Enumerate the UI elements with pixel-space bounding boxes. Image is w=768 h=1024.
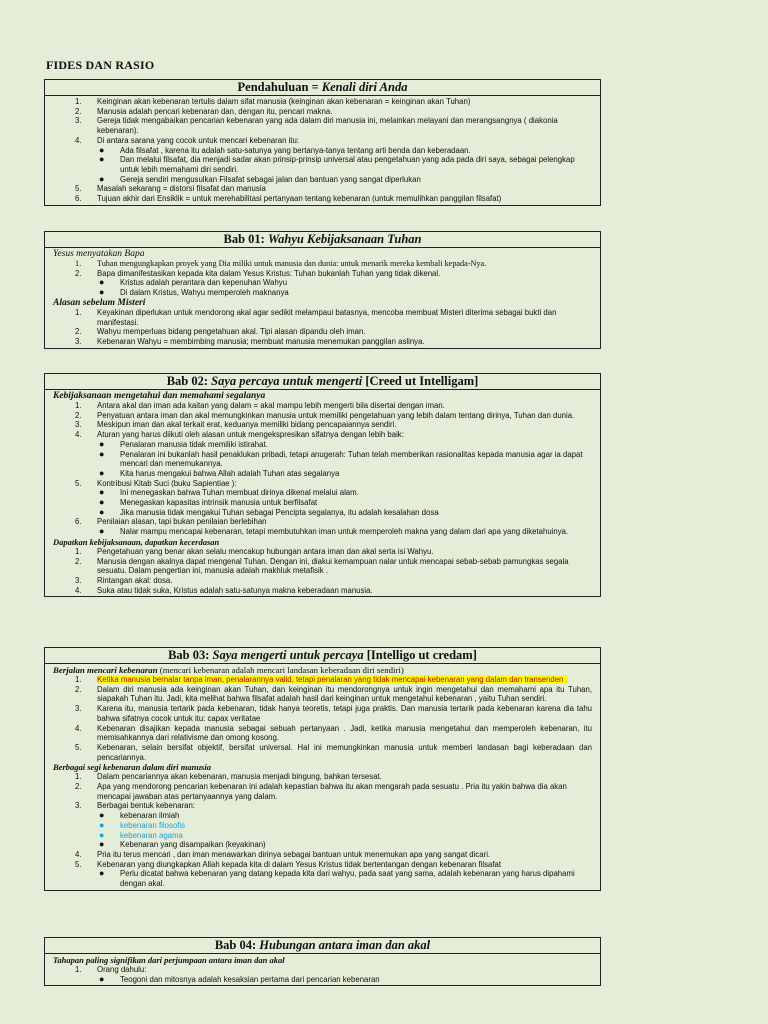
list-item: 3. Rintangan akal: dosa. xyxy=(75,575,173,585)
bullet-icon: ● xyxy=(99,287,105,298)
bullet-item: ● Penalaran ini bukanlah hasil penaklukan pribadi, tetapi anugerah: Tuhan telah memberikan rasionalitas kepada manusia agar ia dapat mencari dan menemukannya. xyxy=(99,448,583,469)
bullet-icon: ● xyxy=(99,277,105,288)
list-item: 1. Dalam pencariannya akan kebenaran, manusia menjadi bingung, bahkan tersesat. xyxy=(75,772,382,782)
list-number: 1. xyxy=(75,259,82,268)
list-number: 1. xyxy=(75,97,82,106)
section-pendahuluan xyxy=(44,79,601,206)
list-item: 4. Pria itu terus mencari , dan iman menawarkan dirinya sebagai bantuan untuk menemukan apa yang sangat dicari. xyxy=(75,849,491,859)
bullet-item: ● kebenaran agama xyxy=(99,829,183,840)
list-item: 2. Dalam diri manusia ada keinginan akan Tuhan, dan keinginan itu mendorongnya untuk ingin mengetahui dan memahami apa itu Tuhan, siapakah Tuhan itu. Jadi, kita melihat bahwa filsafat adalah hasil dari keinginan untuk mengetahui kebenaran , yaitu Tuhan sendiri. xyxy=(75,684,592,704)
list-number: 3. xyxy=(75,116,82,126)
list-item: 2. Wahyu memperluas bidang pengetahuan akal. Tipi alasan dipandu oleh iman. xyxy=(75,327,366,337)
list-item: 4. Kebenaran disajikan kepada manusia sebagai sebuah pertanyaan . Jadi, ketika manusia mengetahui dan memperoleh kebenaran, itu memisahkannya dari relativisme dan omong kosong. xyxy=(75,723,592,743)
bullet-icon: ● xyxy=(99,810,105,821)
list-item: 3. Kebenaran Wahyu = membimbing manusia; membuat manusia menemukan panggilan aslinya. xyxy=(75,336,425,346)
bullet-icon: ● xyxy=(99,973,105,984)
bullet-item: ● Menegaskan kapasitas intrinsik manusia untuk berfilsafat xyxy=(99,497,318,508)
bullet-item: ● kebenaran filosofis xyxy=(99,819,186,830)
bullet-icon: ● xyxy=(99,144,105,155)
section-bab-03 xyxy=(44,647,601,891)
list-item: 2. Penyatuan antara iman dan akal memungkinkan manusia untuk memiliki pengetahuan yang lebih dalam tentang dirinya, Tuhan dan dunia. xyxy=(75,410,575,420)
list-item: 2. Apa yang mendorong pencarian kebenaran ini adalah kepastian bahwa itu akan mengarah pada sesuatu . Pria itu yakin bahwa dia akan mencapai jawaban atas pertanyaannya yang dalam. xyxy=(75,782,567,801)
list-number: 1. xyxy=(75,965,82,974)
list-number: 2. xyxy=(75,684,82,694)
list-number: 2. xyxy=(75,782,82,792)
list-number: 1. xyxy=(75,307,82,317)
list-number: 4. xyxy=(75,849,82,859)
list-number: 3. xyxy=(75,801,82,811)
bullet-icon: ● xyxy=(99,829,105,840)
list-number: 4. xyxy=(75,723,82,733)
document-title: FIDES DAN RASIO xyxy=(46,58,155,72)
section-bab-04 xyxy=(44,937,601,986)
list-item: 1. Keyakinan diperlukan untuk mendorong akal agar sedikit melampaui batasnya, mencoba membuat Misteri diterima sebagai bukti dan manifestasi. xyxy=(75,307,557,327)
list-item: 5. Masalah sekarang = distorsi filsafat dan manusia xyxy=(75,184,266,194)
list-number: 1. xyxy=(75,546,82,556)
list-number: 5. xyxy=(75,478,82,488)
list-number: 2. xyxy=(75,556,82,566)
section-bab-02 xyxy=(44,373,601,597)
bullet-item: ● Kebenaran yang disampaikan (keyakinan) xyxy=(99,839,266,850)
list-number: 1. xyxy=(75,675,82,684)
bullet-icon: ● xyxy=(99,868,105,879)
list-number: 6. xyxy=(75,194,82,204)
list-number: 5. xyxy=(75,859,82,869)
list-item: 2. Manusia adalah pencari kebenaran dan, dengan itu, pencari makna. xyxy=(75,106,333,116)
list-number: 5. xyxy=(75,184,82,194)
bullet-icon: ● xyxy=(99,526,105,537)
list-number: 1. xyxy=(75,772,82,782)
bullet-icon: ● xyxy=(99,487,105,498)
list-number: 3. xyxy=(75,575,82,585)
section-heading: Bab 03: Saya mengerti untuk percaya [Intelligo ut credam] xyxy=(45,648,600,664)
bullet-icon: ● xyxy=(99,497,105,508)
bullet-item: ● Ini menegaskan bahwa Tuhan membuat dirinya dikenal melalui alam. xyxy=(99,487,359,498)
list-item: 4. Aturan yang harus diikuti oleh alasan untuk mengekspresikan sifatnya dengan lebih baik: xyxy=(75,430,404,440)
list-number: 4. xyxy=(75,430,82,440)
bullet-item: ● Di dalam Kristus, Wahyu memperoleh maknanya xyxy=(99,287,289,298)
section-heading: Bab 04: Hubungan antara iman dan akal xyxy=(45,938,600,954)
list-item: 4. Di antara sarana yang cocok untuk mencari kebenaran itu: xyxy=(75,135,299,145)
bullet-icon: ● xyxy=(99,819,105,830)
bullet-item: ● Nalar mampu mencapai kebenaran, tetapi membutuhkan iman untuk memperoleh makna yang dalam dari apa yang diketahuinya. xyxy=(99,526,569,537)
bullet-icon: ● xyxy=(99,839,105,850)
list-item-highlighted: 1. Ketika manusia bernalar tanpa iman, penalarannya valid, tetapi penalaran yang tidak mencapai kebenaran yang dalam dan transenden . xyxy=(75,675,568,684)
list-item: 1. Orang dahulu: xyxy=(75,965,147,974)
bullet-item: ● Teogoni dan mitosnya adalah kesaksian pertama dari pencarian kebenaran xyxy=(99,973,380,984)
bullet-item: ● Jika manusia tidak mengakui Tuhan sebagai Pencipta segalanya, itu adalah kesalahan dosa xyxy=(99,506,439,517)
subsection-title: Berjalan mencari kebenaran (mencari kebenaran adalah mencari landasan keberadaan diri sendiri) xyxy=(53,665,404,675)
bullet-icon: ● xyxy=(99,448,105,459)
bullet-item: ● Penalaran manusia tidak memiliki istirahat. xyxy=(99,438,268,449)
list-item: 3. Berbagai bentuk kebenaran: xyxy=(75,801,195,811)
subsection-title: Yesus menyatakan Bapa xyxy=(53,249,145,259)
bullet-item: ● Ada filsafat , karena itu adalah satu-satunya yang bertanya-tanya tentang arti benda dan keberadaan. xyxy=(99,144,471,155)
list-number: 2. xyxy=(75,106,82,116)
list-item: 5. Kontribusi Kitab Suci (buku Sapientiae ): xyxy=(75,478,237,488)
list-number: 5. xyxy=(75,742,82,752)
section-heading: Bab 01: Wahyu Kebijaksanaan Tuhan xyxy=(45,232,600,248)
list-item: 6. Tujuan akhir dari Ensiklik = untuk merehabilitasi pertanyaan tentang kebenaran (untuk memulihkan panggilan filsafat) xyxy=(75,194,502,204)
list-item: 1. Antara akal dan iman ada kaitan yang dalam = akal mampu lebih mengerti bila disertai dengan iman. xyxy=(75,401,445,410)
bullet-item: ● Dan melalui filsafat, dia menjadi sadar akan prinsip-prinsip universal atau pengetahuan yang ada pada diri saya, sebagai pelengkap untuk lebih memahami diri sendiri. xyxy=(99,154,575,174)
list-number: 1. xyxy=(75,401,82,410)
list-number: 3. xyxy=(75,336,82,346)
section-bab-01 xyxy=(44,231,601,349)
list-item: 1. Keinginan akan kebenaran tertulis dalam sifat manusia (keinginan akan kebenaran = keinginan akan Tuhan) xyxy=(75,97,471,106)
subsection-title: Berbagai segi kebenaran dalam diri manusia xyxy=(53,762,211,773)
list-item: 3. Meskipun iman dan akal terkait erat, keduanya memiliki bidang pencapaiannya sendiri. xyxy=(75,420,397,430)
bullet-icon: ● xyxy=(99,467,105,478)
section-heading: Bab 02: Saya percaya untuk mengerti [Creed ut Intelligam] xyxy=(45,374,600,390)
bullet-icon: ● xyxy=(99,154,105,165)
subsection-title: Dapatkan kebijaksanaan, dapatkan kecerdasan xyxy=(53,536,220,547)
bullet-item: ● Kristus adalah perantara dan kepenuhan Wahyu xyxy=(99,277,288,288)
bullet-icon: ● xyxy=(99,438,105,449)
subsection-title: Kebijaksanaan mengetahui dan memahami segalanya xyxy=(53,391,266,401)
section-heading: Pendahuluan = Kenali diri Anda xyxy=(45,80,600,96)
list-item: 3. Karena itu, manusia tertarik pada kebenaran, tidak hanya teoretis, tetapi juga praktis. Dan manusia tertarik pada kebenaran karena dia tahu bahwa sifatnya cocok untuk itu: capax veritatae xyxy=(75,704,592,723)
bullet-item: ● Perlu dicatat bahwa kebenaran yang datang kepada kita dari wahyu, pada saat yang sama, adalah kebenaran yang harus dipahami dengan akal. xyxy=(99,868,575,889)
bullet-item: ● Kita harus mengakui bahwa Allah adalah Tuhan atas segalanya xyxy=(99,467,340,478)
list-number: 6. xyxy=(75,517,82,527)
subsection-title: Tahapan paling signifikan dari perjumpaan antara iman dan akal xyxy=(53,955,285,965)
list-number: 2. xyxy=(75,327,82,337)
bullet-icon: ● xyxy=(99,173,105,184)
bullet-icon: ● xyxy=(99,506,105,517)
subsection-title: Alasan sebelum Misteri xyxy=(53,297,146,308)
bullet-item: ● Gereja sendiri mengusulkan Filsafat sebagai jalan dan bantuan yang sangat diperlukan xyxy=(99,173,421,184)
list-item: 6. Penilaian alasan, tapi bukan penilaian berlebihan xyxy=(75,517,267,527)
list-item: 2. Manusia dengan akalnya dapat mengenal Tuhan. Dengan ini, diakui kemampuan nalar untuk mencapai sebab-sebab pamungkas segala sesuatu. Dalam pengertian ini, manusia adalah makhluk metafisik . xyxy=(75,556,569,576)
list-item: 2. Bapa dimanifestasikan kepada kita dalam Yesus Kristus: Tuhan bukanlah Tuhan yang tidak dikenal. xyxy=(75,268,441,278)
list-number: 3. xyxy=(75,420,82,430)
list-number: 4. xyxy=(75,585,82,595)
list-number: 4. xyxy=(75,135,82,145)
list-item: 1. Tuhan mengungkapkan proyek yang Dia miliki untuk manusia dan dunia: untuk menarik mereka kembali kepada-Nya. xyxy=(75,259,487,268)
bullet-item: ● kebenaran ilmiah xyxy=(99,810,180,821)
list-item: 3. Gereja tidak mengabaikan pencarian kebenaran yang ada dalam diri manusia ini, melainkan melayani dan merangsangnya ( diakonia kebenaran). xyxy=(75,116,558,136)
list-item: 4. Suka atau tidak suka, Kristus adalah satu-satunya makna keberadaan manusia. xyxy=(75,585,373,595)
list-item: 1. Pengetahuan yang benar akan selalu mencakup hubungan antara iman dan akal serta isi Wahyu. xyxy=(75,546,434,556)
list-number: 2. xyxy=(75,268,82,278)
list-item: 5. Kebenaran, selain bersifat objektif, bersifat universal. Hal ini memungkinkan manusia untuk memberi landasan bagi keberadaan dan pencariannya. xyxy=(75,742,592,762)
list-number: 2. xyxy=(75,410,82,420)
list-item: 5. Kebenaran yang diungkapkan Allah kepada kita di dalam Yesus Kristus tidak bertentangan dengan kebenaran filsafat xyxy=(75,859,501,869)
list-number: 3. xyxy=(75,704,82,714)
